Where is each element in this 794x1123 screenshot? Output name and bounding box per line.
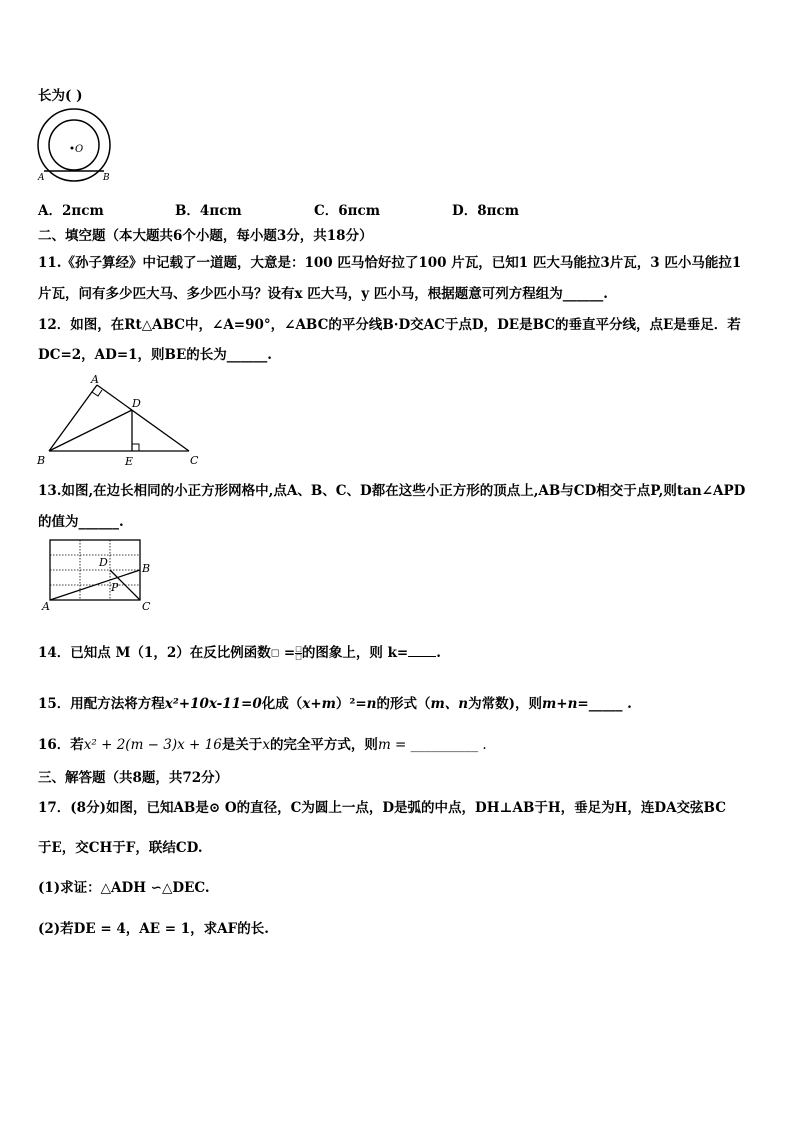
option-d[interactable]: D．8πcm	[452, 203, 519, 219]
grid-label-c: C	[142, 600, 151, 613]
tri-label-e: E	[125, 455, 134, 468]
option-a[interactable]: A．2πcm	[38, 203, 104, 219]
option-b[interactable]: B．4πcm	[175, 203, 242, 219]
tri-label-a: A	[91, 373, 99, 386]
triangle-figure	[34, 372, 204, 468]
q17-line2: 于E，交CH于F，联结CD.	[38, 840, 203, 856]
option-c[interactable]: C．6πcm	[314, 203, 381, 219]
grid-label-a: A	[42, 600, 50, 613]
q12-line1: 12．如图，在Rt△ABC中，∠A=90°，∠ABC的平分线B·D交AC于点D，DE是BC的垂直平分线，点E是垂足．若	[38, 317, 741, 333]
q17-line1: 17．(8分)如图，已知AB是⊙ O的直径，C为圆上一点，D是弧的中点，DH⊥AB于H，垂足为H，连DA交弦BC	[38, 800, 726, 816]
grid-label-b: B	[142, 562, 151, 575]
q14-line: 14．已知点 M（1，2）在反比例函数□ = □ □ 的图象上，则 k= .	[38, 645, 441, 661]
question-stem-tail: 长为( )	[38, 88, 83, 104]
q15-line: 15．用配方法将方程x²+10x-11=0化成（x+m）²=n的形式（m、n为常数)，则m+n=_____ .	[38, 696, 632, 712]
concentric-circles-figure	[36, 110, 116, 182]
q17-part1: (1)求证：△ADH ∽△DEC.	[38, 880, 210, 896]
q12-line2: DC=2，AD=1，则BE的长为______.	[38, 347, 272, 363]
label-a: A	[38, 173, 45, 183]
tri-label-b: B	[37, 454, 46, 467]
label-o: O	[75, 144, 84, 155]
q13-line2: 的值为______.	[38, 514, 124, 530]
section2-heading: 二、填空题（本大题共6个小题，每小题3分，共18分）	[38, 228, 373, 244]
tri-label-c: C	[190, 454, 199, 467]
grid-label-d: D	[99, 556, 108, 569]
q11-line2: 片瓦，问有多少匹大马、多少匹小马？设有x 匹大马，y 匹小马，根据题意可列方程组为______.	[38, 286, 608, 302]
grid-figure	[38, 536, 163, 616]
q17-part2: (2)若DE = 4，AE = 1，求AF的长.	[38, 921, 269, 937]
tri-label-d: D	[132, 397, 141, 410]
grid-label-p: P	[111, 581, 119, 594]
q11-line1: 11.《孙子算经》中记载了一道题，大意是：100 匹马恰好拉了100 片瓦，已知1 匹大马能拉3片瓦，3 匹小马能拉1	[38, 255, 742, 271]
q13-line1: 13.如图,在边长相同的小正方形网格中,点A、B、C、D都在这些小正方形的顶点上,AB与CD相交于点P,则tan∠APD	[38, 483, 746, 499]
label-b: B	[103, 173, 110, 183]
section3-heading: 三、解答题（共8题，共72分）	[38, 770, 229, 786]
q16-line: 16．若x² + 2(m − 3)x + 16是关于x的完全平方式，则m = __________ .	[38, 737, 487, 753]
